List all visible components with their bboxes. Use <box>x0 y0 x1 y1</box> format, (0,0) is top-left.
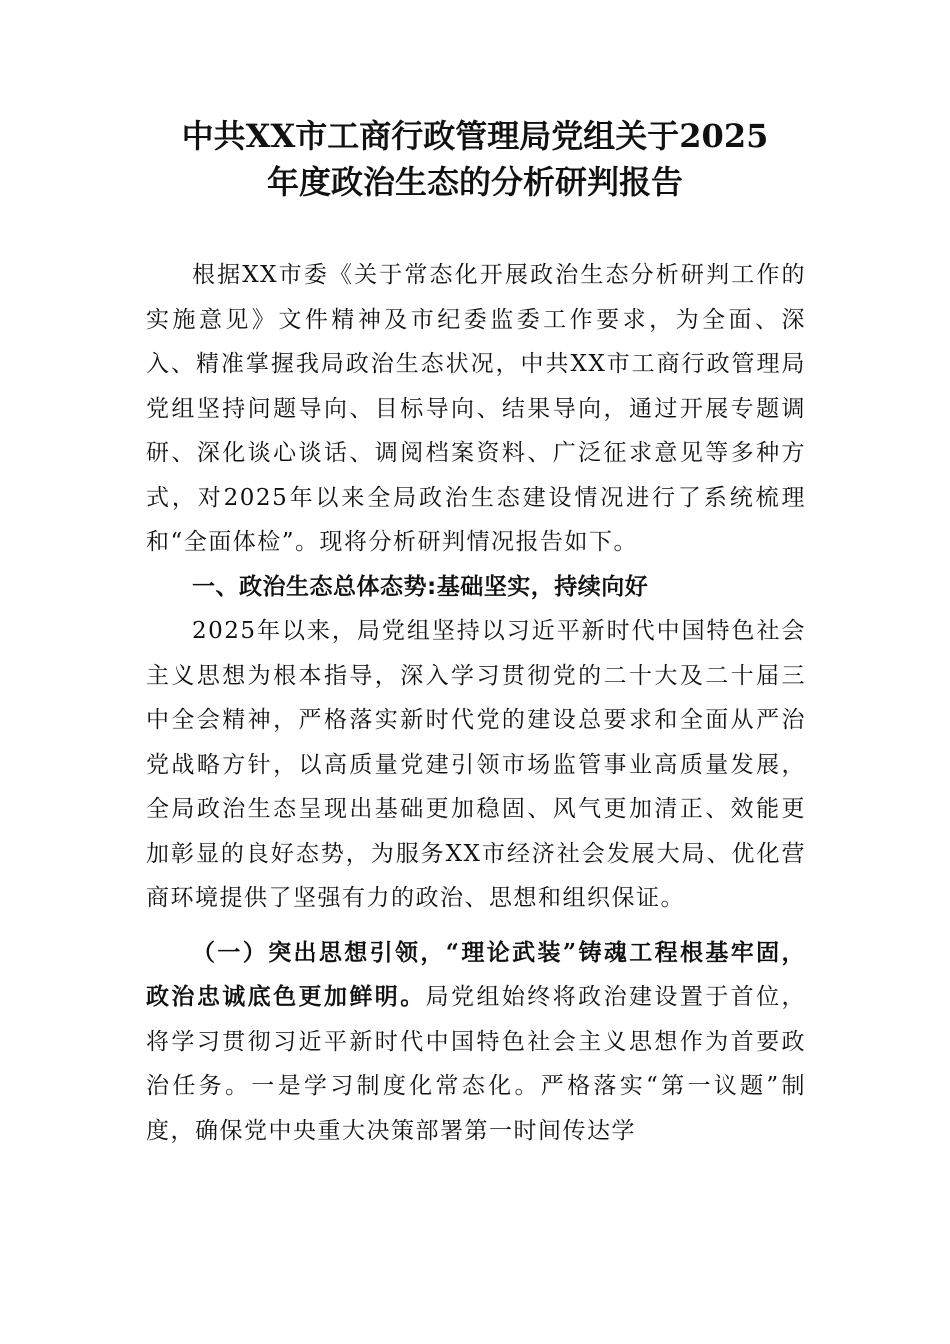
subsection-1-paragraph <box>146 931 806 1154</box>
section-1-heading: 一、政治生态总体态势:基础坚实，持续向好 <box>192 573 649 600</box>
subsection-1-heading: （一）突出思想引领，“理论武装”铸魂工程根基牢固，政治忠诚底色更加鲜明。 <box>146 938 806 1010</box>
document-title <box>120 113 830 205</box>
intro-paragraph: 根据XX市委《关于常态化开展政治生态分析研判工作的实施意见》文件精神及市纪委监委工作要求，为全面、深入、精准掌握我局政治生态状况，中共XX市工商行政管理局党组坚持问题导向、目标导向、结果导向，通过开展专题调研、深化谈心谈话、调阅档案资料、广泛征求意见等多种方式，对2025年以来全局政治生态建设情况进行了系统梳理和“全面体检”。现将分析研判情况报告如下。 <box>146 262 806 555</box>
section-1-paragraph: 2025年以来，局党组坚持以习近平新时代中国特色社会主义思想为根本指导，深入学习贯彻党的二十大及二十届三中全会精神，严格落实新时代党的建设总要求和全面从严治党战略方针，以高质量党建引领市场监管事业高质量发展，全局政治生态呈现出基础更加稳固、风气更加清正、效能更加彰显的良好态势，为服务XX市经济社会发展大局、优化营商环境提供了坚强有力的政治、思想和组织保证。 <box>146 618 806 911</box>
subsection-1-text: 局党组始终将政治建设置于首位，将学习贯彻习近平新时代中国特色社会主义思想作为首要政治任务。一是学习制度化常态化。严格落实“第一议题”制度，确保党中央重大决策部署第一时间传达学 <box>146 984 807 1144</box>
document-body <box>146 253 806 1153</box>
title-line-1: 中共XX市工商行政管理局党组关于2025 <box>181 117 769 155</box>
title-line-2: 年度政治生态的分析研判报告 <box>266 163 683 201</box>
